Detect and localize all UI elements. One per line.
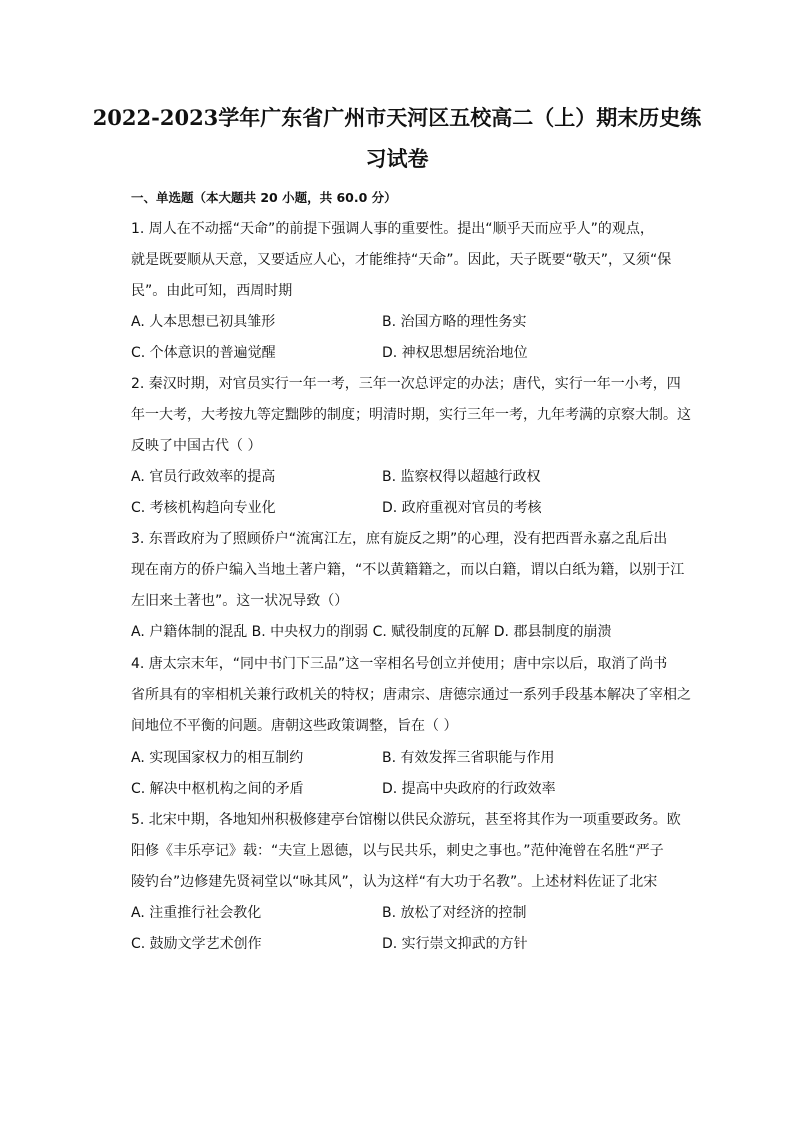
question-3-line-1: 3. 东晋政府为了照顾侨户“流寓江左，庶有旋反之期”的心理，没有把西晋永嘉之乱后出 <box>131 531 668 547</box>
question-1-option-d: D. 神权思想居统治地位 <box>382 345 528 361</box>
question-4-line-3: 间地位不平衡的问题。唐朝这些政策调整，旨在（ ） <box>131 718 458 734</box>
question-2-line-3: 反映了中国古代（ ） <box>131 438 262 454</box>
question-2-option-a: A. 官员行政效率的提高 <box>131 469 276 485</box>
exam-title-line-1: 2022-2023学年广东省广州市天河区五校高二（上）期末历史练 <box>92 105 702 130</box>
question-2-option-d: D. 政府重视对官员的考核 <box>382 500 542 516</box>
question-4-line-1: 4. 唐太宗末年，“同中书门下三品”这一宰相名号创立并使用；唐中宗以后，取消了尚书 <box>131 656 668 672</box>
question-3-line-3: 左旧来土著也”。这一状况导致（） <box>131 593 349 609</box>
question-3-line-2: 现在南方的侨户编入当地土著户籍，“不以黄籍籍之，而以白籍，谓以白纸为籍，以别于江 <box>131 562 685 578</box>
question-2-line-2: 年一大考，大考按九等定黜陟的制度；明清时期，实行三年一考，九年考满的京察大制。这 <box>131 407 691 423</box>
question-5-option-a: A. 注重推行社会教化 <box>131 905 262 921</box>
question-1-line-3: 民”。由此可知，西周时期 <box>131 283 293 299</box>
question-1-option-c: C. 个体意识的普遍觉醒 <box>131 345 276 361</box>
question-3-options: A. 户籍体制的混乱 B. 中央权力的削弱 C. 赋役制度的瓦解 D. 郡县制度的崩溃 <box>131 624 612 640</box>
question-5-line-2: 阳修《丰乐亭记》载：“夫宣上恩德，以与民共乐，刺史之事也。”范仲淹曾在名胜“严子 <box>131 843 664 859</box>
question-2-option-b: B. 监察权得以超越行政权 <box>382 469 541 485</box>
question-1-line-2: 就是既要顺从天意，又要适应人心，才能维持“天命”。因此，天子既要“敬天”，又须“保 <box>131 252 672 268</box>
section-header: 一、单选题（本大题共 20 小题，共 60.0 分） <box>131 190 397 205</box>
question-5-option-d: D. 实行崇文抑武的方针 <box>382 936 528 952</box>
question-5-line-1: 5. 北宋中期，各地知州积极修建亭台馆榭以供民众游玩，甚至将其作为一项重要政务。欧 <box>131 812 681 828</box>
question-2-line-1: 2. 秦汉时期，对官员实行一年一考，三年一次总评定的办法；唐代，实行一年一小考，四 <box>131 376 681 392</box>
question-2-option-c: C. 考核机构趋向专业化 <box>131 500 276 516</box>
question-5-option-b: B. 放松了对经济的控制 <box>382 905 527 921</box>
question-1-option-a: A. 人本思想已初具雏形 <box>131 314 276 330</box>
question-5-line-3: 陵钓台”边修建先贤祠堂以“咏其风”，认为这样“有大功于名教”。上述材料佐证了北宋 <box>131 874 658 890</box>
question-1-option-b: B. 治国方略的理性务实 <box>382 314 527 330</box>
question-5-option-c: C. 鼓励文学艺术创作 <box>131 936 262 952</box>
question-4-option-a: A. 实现国家权力的相互制约 <box>131 750 304 766</box>
question-4-option-b: B. 有效发挥三省职能与作用 <box>382 750 555 766</box>
question-4-option-c: C. 解决中枢机构之间的矛盾 <box>131 781 304 797</box>
question-4-option-d: D. 提高中央政府的行政效率 <box>382 781 556 797</box>
question-1-line-1: 1. 周人在不动摇“天命”的前提下强调人事的重要性。提出“顺乎天而应乎人”的观点， <box>131 221 654 237</box>
question-4-line-2: 省所具有的宰相机关兼行政机关的特权；唐肃宗、唐德宗通过一系列手段基本解决了宰相之 <box>131 687 691 703</box>
exam-title-line-2: 习试卷 <box>365 146 429 171</box>
